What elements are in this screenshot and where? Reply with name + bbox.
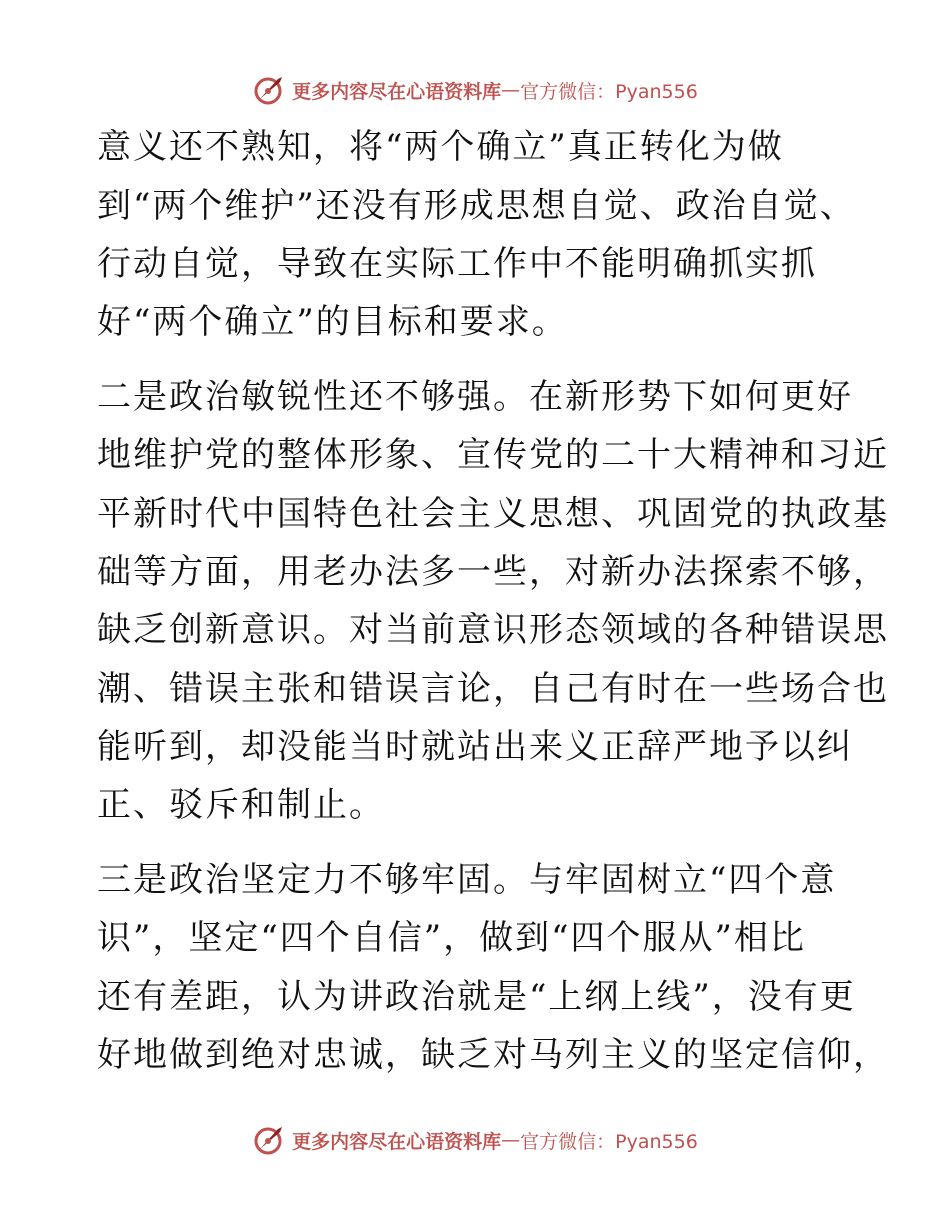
body-line: 识”，坚定“四个自信”，做到“四个服从”相比: [97, 918, 806, 958]
body-line: 意义还不熟知，将“两个确立”真正转化为做: [97, 127, 784, 167]
quill-logo-icon: [252, 1123, 286, 1157]
body-line: 潮、错误主张和错误言论，自己有时在一些场合也: [97, 669, 889, 709]
body-line: 到“两个维护”还没有形成思想自觉、政治自觉、: [97, 186, 856, 226]
body-line: 础等方面，用老办法多一些，对新办法探索不够，: [97, 552, 889, 592]
footer-watermark: [0, 1120, 950, 1160]
body-line: 正、驳斥和制止。: [97, 785, 385, 825]
watermark-main-text: 更多内容尽在心语资料库: [292, 1130, 502, 1153]
watermark-sub-text: 官方微信：Pyan556: [520, 80, 698, 103]
watermark-sub-text: 官方微信：Pyan556: [520, 1130, 698, 1153]
paragraph-3-line: 三是政治坚定力不够牢固。与牢固树立“四个意: [97, 860, 837, 900]
body-line: 好地做到绝对忠诚，缺乏对马列主义的坚定信仰，: [97, 1035, 889, 1075]
header-watermark: [0, 70, 950, 110]
watermark-dash: —: [501, 1129, 521, 1151]
body-line: 能听到，却没能当时就站出来义正辞严地予以纠: [97, 727, 853, 767]
quill-logo-icon: [252, 73, 286, 107]
body-line: 好“两个确立”的目标和要求。: [97, 302, 568, 342]
body-line: 平新时代中国特色社会主义思想、巩固党的执政基: [97, 494, 889, 534]
body-line: 还有差距，认为讲政治就是“上纲上线”，没有更: [97, 977, 856, 1017]
body-line: 地维护党的整体形象、宣传党的二十大精神和习近: [97, 435, 889, 475]
paragraph-2-line: 二是政治敏锐性还不够强。在新形势下如何更好: [97, 377, 853, 417]
watermark-main-text: 更多内容尽在心语资料库: [292, 80, 502, 103]
body-line: 缺乏创新意识。对当前意识形态领域的各种错误思: [97, 610, 889, 650]
watermark-dash: —: [501, 79, 521, 101]
body-line: 行动自觉，导致在实际工作中不能明确抓实抓: [97, 244, 817, 284]
